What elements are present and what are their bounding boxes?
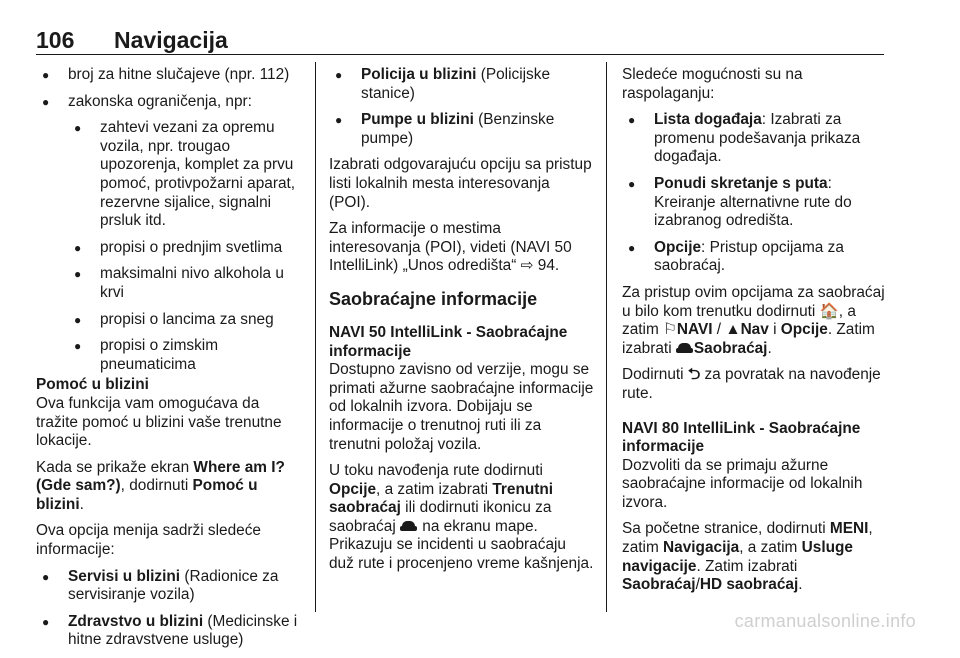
help-text: Ova funkcija vam omogućava da tražite pomoć u blizini vaše trenutne lokacije. <box>36 394 282 450</box>
page-reference: ⇨ 94. <box>520 257 560 275</box>
menu-text: Ova opcija menija sadrži sledeće informacije: <box>36 522 261 559</box>
sub-list-item: ● propisi o zimskim pneumaticima <box>68 337 304 374</box>
help-heading: Pomoć u blizini <box>36 376 149 394</box>
poi-text: Za informacije o mestima interesovanja (POI), videti (NAVI 50 IntelliLink) „Unos odredišta“ ⇨ 94. <box>329 220 572 275</box>
list-item: ● Ponudi skretanje s puta: Kreiranje alternativne rute do izabranog odredišta. <box>622 175 892 231</box>
home-icon: 🏠 <box>819 302 839 320</box>
flag-icon: ⚐ <box>663 321 677 339</box>
navigation-arrow-icon: ▲ <box>725 321 741 339</box>
back-arrow-icon: ⮌ <box>687 366 701 384</box>
info-list <box>329 66 594 148</box>
list-item: ● Servisi u blizini (Radionice za servisiranje vozila) <box>36 568 304 605</box>
watermark: carmanualsonline.info <box>734 611 916 631</box>
traffic-car-icon <box>400 521 417 532</box>
when-text: Kada se prikaže ekran Where am I? (Gde sam?), dodirnuti Pomoć u blizini. <box>36 458 285 513</box>
home-text: Sa početne stranice, dodirnuti MENI, zatim Navigacija, a zatim Usluge navigacije. Zatim izabrati Saobraćaj/HD saobraćaj. <box>622 520 873 594</box>
sub-list-item: ● propisi o prednjim svetlima <box>68 239 304 258</box>
page-header <box>36 28 884 52</box>
bullet-list <box>36 66 304 374</box>
info-list <box>36 568 304 650</box>
list-item: ● Policija u blizini (Policijske stanice) <box>329 66 594 103</box>
column-divider-2 <box>606 62 607 612</box>
list-item: ● Lista događaja: Izabrati za promenu podešavanja prikaza događaja. <box>622 111 892 167</box>
access-text: Za pristup ovim opcijama za saobraćaj u bilo kom trenutku dodirnuti 🏠, a zatim ⚐NAVI / ▲Nav i Opcije. Zatim izabrati Saobraćaj. <box>622 283 885 357</box>
column-3 <box>622 66 892 603</box>
section-heading: Saobraćajne informacije <box>329 288 538 309</box>
traffic-car-icon <box>676 343 693 354</box>
sub-list-item: ● maksimalni nivo alkohola u krvi <box>68 265 304 302</box>
page-number: 106 <box>36 27 75 53</box>
header-rule <box>36 54 884 55</box>
list-item: ● zakonska ograničenja, npr: ● zahtevi vezani za opremu vozila, npr. trougao upozorenja, komplet za prvu pomoć, protivpožarni aparat, rezervne sijalice, signalni prsluk itd. ● propisi o prednjim svetlima ● maksimalni nivo alkohola u krvi ● propisi o lancima za sneg ● propisi o zimskim pneumaticima <box>36 93 304 375</box>
options-list <box>622 111 892 276</box>
column-divider-1 <box>315 62 316 612</box>
navi80-heading: NAVI 80 IntelliLink - Saobraćajne informacije <box>622 419 861 456</box>
sub-list-item: ● propisi o lancima za sneg <box>68 311 304 330</box>
page-title: Navigacija <box>114 27 228 53</box>
select-text: Izabrati odgovarajuću opciju sa pristup listi lokalnih mesta interesovanja (POI). <box>329 156 592 211</box>
navi50-heading: NAVI 50 IntelliLink - Saobraćajne informacije <box>329 323 568 360</box>
navi80-text: Dozvoliti da se primaju ažurne saobraćajne informacije od lokalnih izvora. <box>622 456 863 511</box>
options-intro: Sledeće mogućnosti su na raspolaganju: <box>622 66 803 102</box>
list-item: ● Opcije: Pristup opcijama za saobraćaj. <box>622 239 892 276</box>
back-text: Dodirnuti ⮌ za povratak na navođenje rute. <box>622 366 881 402</box>
sub-list-item: ● zahtevi vezani za opremu vozila, npr. trougao upozorenja, komplet za prvu pomoć, protivpožarni aparat, rezervne sijalice, signalni prsluk itd. <box>68 119 304 231</box>
list-item: ● Pumpe u blizini (Benzinske pumpe) <box>329 111 594 148</box>
list-item: ● broj za hitne slučajeve (npr. 112) <box>36 66 304 85</box>
guidance-text: U toku navođenja rute dodirnuti Opcije, a zatim izabrati Trenutni saobraćaj ili dodirnuti ikonicu za saobraćaj na ekranu mape. Prikazuju se incidenti u saobraćaju duž rute i procenjeno vreme kašnjenja. <box>329 462 594 573</box>
navi50-text: Dostupno zavisno od verzije, mogu se primati ažurne saobraćajne informacije od lokalnih izvora. Dobijaju se informacije o trenutnoj ruti ili za trenutni položaj vozila. <box>329 361 594 453</box>
list-item: ● Zdravstvo u blizini (Medicinske i hitne zdravstvene usluge) <box>36 613 304 650</box>
column-2 <box>329 66 594 582</box>
sub-bullet-list <box>68 119 304 374</box>
column-1 <box>36 66 304 658</box>
